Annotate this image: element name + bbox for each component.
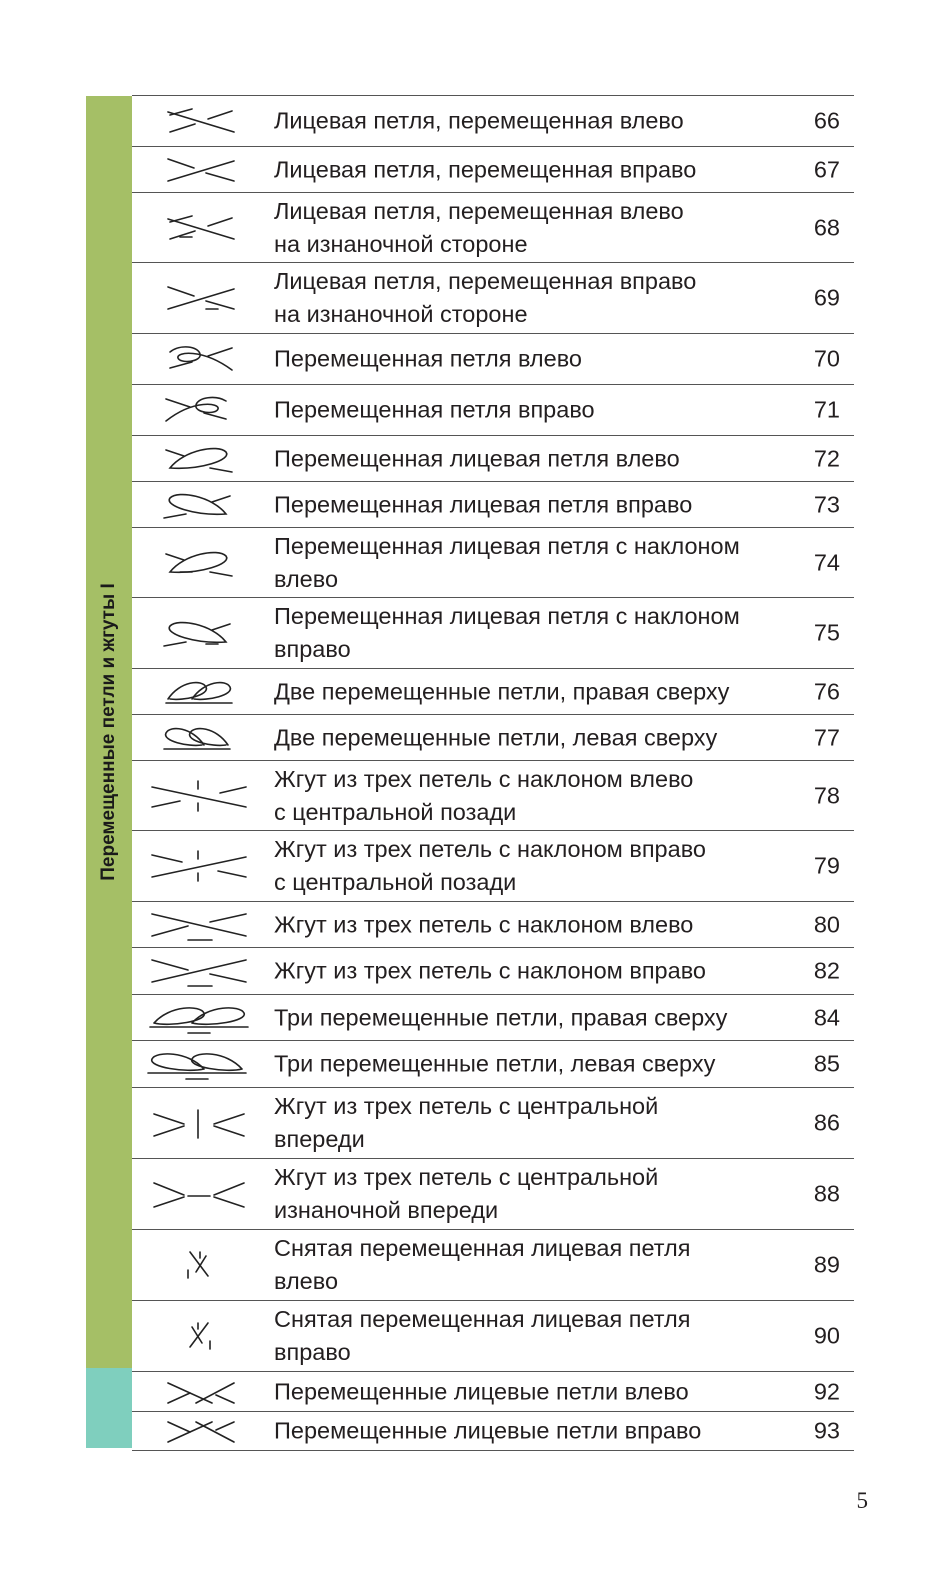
entry-page-number: 92 xyxy=(813,1378,840,1404)
cable-three-left-back-icon xyxy=(140,777,256,815)
entry-page-number: 89 xyxy=(813,1251,840,1278)
entry-page-number: 74 xyxy=(813,549,840,575)
toc-row xyxy=(132,1087,854,1158)
entry-title: Перемещенные лицевые петли влево xyxy=(274,1378,689,1404)
entry-title: Жгут из трех петель с наклоном влево xyxy=(274,911,694,937)
toc-row xyxy=(132,481,854,527)
toc-row xyxy=(132,146,854,192)
entry-page-number: 80 xyxy=(813,911,840,937)
slipped-right-icon xyxy=(140,1317,256,1355)
entry-page-number: 67 xyxy=(813,156,840,182)
entry-title: Перемещенная петля влево xyxy=(274,345,582,372)
entry-title: Три перемещенные петли, левая сверху xyxy=(274,1050,716,1077)
entry-title: Перемещенная петля вправо xyxy=(274,396,595,423)
entry-page-number: 68 xyxy=(813,214,840,240)
toc-row xyxy=(132,435,854,481)
toc-row xyxy=(132,95,854,146)
entry-title: Две перемещенные петли, правая сверху xyxy=(274,678,730,704)
toc-row xyxy=(132,760,854,830)
entry-page-number: 70 xyxy=(813,345,840,372)
entry-page-number: 77 xyxy=(813,724,840,750)
crossed-knit-right-icon xyxy=(140,1412,256,1450)
toc-row xyxy=(132,714,854,760)
entry-page-number: 73 xyxy=(813,491,840,517)
cross-left-purl-icon xyxy=(140,209,256,247)
section-title: Перемещенные петли и жгуты I xyxy=(98,583,119,881)
entry-page-number: 84 xyxy=(813,1004,840,1030)
entry-page-number: 79 xyxy=(813,852,840,879)
entry-page-number: 72 xyxy=(813,445,840,471)
entry-title: Жгут из трех петель с наклоном вправо с центральной позади xyxy=(274,836,706,895)
slipped-left-icon xyxy=(140,1246,256,1284)
cross-left-icon xyxy=(140,102,256,140)
entry-title: Жгут из трех петель с наклоном вправо xyxy=(274,957,706,984)
toc-row xyxy=(132,668,854,714)
toc-row xyxy=(132,1300,854,1371)
loop-slant-left-icon xyxy=(140,544,256,582)
entry-title: Лицевая петля, перемещенная влево xyxy=(274,107,684,134)
loop-left-icon xyxy=(140,440,256,478)
crossed-knit-left-icon xyxy=(140,1373,256,1411)
page-number: 5 xyxy=(856,1488,868,1513)
entry-page-number: 93 xyxy=(813,1417,840,1444)
toc-row xyxy=(132,262,854,333)
entry-page-number: 85 xyxy=(813,1050,840,1077)
toc-row xyxy=(132,830,854,901)
two-loops-left-over-icon xyxy=(140,719,256,757)
toc-row xyxy=(132,527,854,597)
cable-center-front-icon xyxy=(140,1104,256,1142)
toc-table xyxy=(132,95,854,1451)
cable-three-right-icon xyxy=(140,952,256,990)
entry-title: Жгут из трех петель с наклоном влево с центральной позади xyxy=(274,765,694,825)
entry-title: Жгут из трех петель с центральной изнаночной впереди xyxy=(274,1164,659,1223)
entry-title: Две перемещенные петли, левая сверху xyxy=(274,724,718,750)
twist-left-icon xyxy=(140,340,256,378)
entry-title: Три перемещенные петли, правая сверху xyxy=(274,1004,728,1030)
cross-right-purl-icon xyxy=(140,279,256,317)
entry-page-number: 76 xyxy=(813,678,840,704)
toc-row xyxy=(132,1411,854,1451)
cable-three-left-icon xyxy=(140,906,256,944)
toc-row xyxy=(132,333,854,384)
entry-page-number: 75 xyxy=(813,619,840,646)
entry-page-number: 82 xyxy=(813,957,840,984)
loop-right-icon xyxy=(140,486,256,524)
toc-row xyxy=(132,947,854,994)
entry-title: Перемещенная лицевая петля с наклоном вправо xyxy=(274,603,740,662)
cable-center-purl-front-icon xyxy=(140,1175,256,1213)
entry-title: Перемещенная лицевая петля с наклоном влево xyxy=(274,532,740,592)
two-loops-right-over-icon xyxy=(140,673,256,711)
section-accent-band xyxy=(86,1368,132,1448)
toc-row xyxy=(132,1040,854,1087)
cable-three-right-back-icon xyxy=(140,847,256,885)
entry-title: Жгут из трех петель с центральной впереди xyxy=(274,1093,659,1152)
toc-row xyxy=(132,192,854,262)
toc-row xyxy=(132,597,854,668)
entry-page-number: 69 xyxy=(813,284,840,311)
cross-right-icon xyxy=(140,151,256,189)
entry-page-number: 71 xyxy=(813,396,840,423)
entry-title: Снятая перемещенная лицевая петля вправо xyxy=(274,1306,691,1365)
loop-slant-right-icon xyxy=(140,614,256,652)
entry-title: Лицевая петля, перемещенная влево на изнаночной стороне xyxy=(274,197,684,257)
entry-title: Перемещенная лицевая петля вправо xyxy=(274,491,693,517)
entry-page-number: 86 xyxy=(813,1109,840,1136)
entry-title: Лицевая петля, перемещенная вправо на изнаночной стороне xyxy=(274,268,697,327)
three-loops-left-over-icon xyxy=(140,1045,256,1083)
entry-page-number: 88 xyxy=(813,1180,840,1207)
toc-row xyxy=(132,1229,854,1300)
toc-row xyxy=(132,384,854,435)
entry-title: Перемещенная лицевая петля влево xyxy=(274,445,680,471)
entry-title: Лицевая петля, перемещенная вправо xyxy=(274,156,697,182)
three-loops-right-over-icon xyxy=(140,999,256,1037)
twist-right-icon xyxy=(140,391,256,429)
toc-row xyxy=(132,901,854,947)
entry-title: Снятая перемещенная лицевая петля влево xyxy=(274,1235,691,1294)
entry-title: Перемещенные лицевые петли вправо xyxy=(274,1417,702,1444)
toc-row xyxy=(132,1158,854,1229)
toc-row xyxy=(132,994,854,1040)
entry-page-number: 78 xyxy=(813,782,840,808)
entry-page-number: 90 xyxy=(813,1322,840,1349)
entry-page-number: 66 xyxy=(813,107,840,134)
toc-row xyxy=(132,1371,854,1411)
